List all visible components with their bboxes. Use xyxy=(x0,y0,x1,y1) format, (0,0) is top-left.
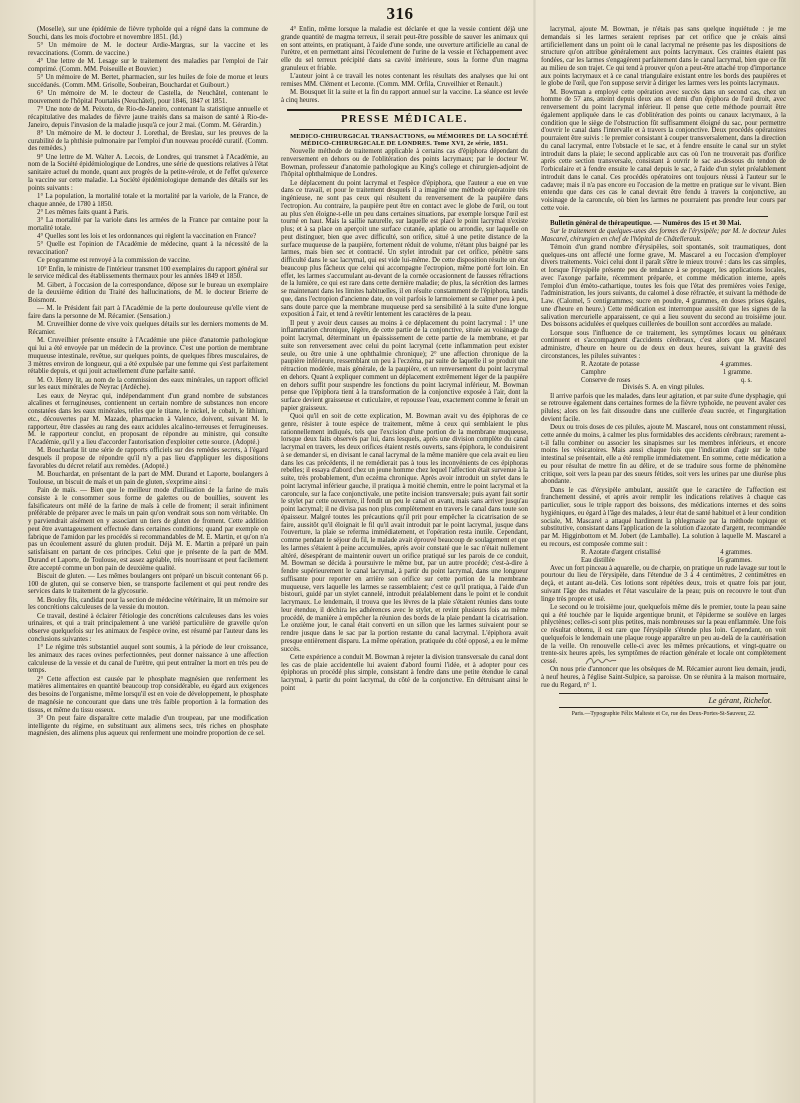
signature: Le gérant, Richelot. xyxy=(708,695,772,705)
ingredient-dose: 16 grammes. xyxy=(716,556,752,564)
ingredient-name: R. Azotate de potasse xyxy=(581,361,640,368)
col1-paragraphs xyxy=(28,26,268,738)
paragraph: 8° Un mémoire de M. le docteur J. Lorethal, de Breslau, sur les preuves de la curabilité de la phthisie pulmonaire par l'emploi d'un nouveau procédé curatif. (Comm. des remèdes.) xyxy=(28,129,268,153)
ingredient-dose: 4 grammes. xyxy=(720,549,752,556)
paragraph: Ce programme est renvoyé à la commission de vaccine. xyxy=(37,257,191,265)
paragraph: Dans le cas d'érysipèle ambulant, aussitôt que le caractère de l'affection est franchement dessiné, et après avoir remplir les indications relatives à chaque cas particulier, sous le triple rapport des boissons, des médications internes et des soins hygiéniques, eu égard à l'âge des malades, à leur état de santé habituel et à leur condition sociale, M. Mascarel a attaqué hardiment la phlegmasie par la méthode topique et substitutive, consistant dans l'application de la solution d'azotate d'argent, recommandée par M. Higginbottom et M. Jobert (de Lamballe). La solution à laquelle M. Mascarel a eu recours, est composée comme suit : xyxy=(541,486,786,548)
paragraph: lacrymal, ajoute M. Bowman, je n'étais pas sans quelque inquiétude : je me demandais si les larmes seraient reprises par cet orifice que je créais ainsi artificiellement dans un point où le canal lacrymal ne présente pas les dispositions de structure qu'on attribue généralement aux points lacrymaux. Ces craintes étaient pas fondées, car les larmes s'engagèrent parfaitement dans le canal lacrymal, bien que ce fût au milieu de son trajet. Ce qui tend à prouver qu'on a peut-être attaché trop d'importance aux points lacrymaux et à ce canal triangulaire existant entre les bords des paupières et le globe de l'œil, que l'on suppose servir à diriger les larmes vers les points lacrymaux. xyxy=(541,26,786,88)
paragraph: 6° Un mémoire de M. le docteur de Castella, de Neuchâtel, contenant le mouvement de l'hôpital Pourtalès (Neuchâtel), pour 1846, 1847 et 1851. xyxy=(28,90,268,105)
paragraph: 5° Un mémoire de M. le docteur Ardie-Margras, sur la vaccine et les revaccinations. (Comm. de vaccine.) xyxy=(28,42,268,57)
page-number: 316 xyxy=(386,4,414,23)
bulletin-subheading: Sur le traitement de quelques-unes des formes de l'érysipèle; par M. le docteur Jules Mascarel, chirurgien en chef de l'hôpital de Châtellerault. xyxy=(541,227,786,243)
col3-mid2-paragraphs xyxy=(541,393,786,549)
paragraph: Lorsque sous l'influence de ce traitement, les symptômes locaux ou généraux continuent et s'accompagnent d'accidents cérébraux, c'est alors que M. Mascarel administre, d'heure en heure ou de deux en deux heures, suivant la gravité des circonstances, les pilules suivantes : xyxy=(541,329,786,360)
formula-line xyxy=(541,549,786,557)
paragraph: 4° Enfin, même lorsque la maladie est déclarée et que la vessie contient déjà une grande quantité de magma terreux, il serait peut-être possible de sauver les animaux qui en sont atteints, en pratiquant, à l'aide d'une sonde, une ouverture artificielle au canal de l'urètre, et en permettant ainsi l'écoulement de l'urine de la vessie et l'échappement avec elle du sel terreux précipité dans sa cavité intérieure, sous la forme d'un magma granuleux et friable. xyxy=(281,26,528,72)
paragraph: Avec un fort pinceau à aquarelle, ou de charpie, on pratique un rude lavage sur tout le pourtour du lieu de l'érysipèle, dans l'étendue de 3 à 4 centimètres, 2 centimètres en deçà, et autant au-delà. Ces lotions sont répétées deux, trois et quatre fois par jour, suivant l'âge des malades et l'état vasculaire de la peau; puis on recouvre le tout d'un linge très propre et usé. xyxy=(541,564,786,603)
paragraph: Pain de maïs. — Bien que le meilleur mode d'utilisation de la farine de maïs consiste à le consommer sous forme de galettes ou de bouillies, souvent les falsificateurs ont mêlé de la farine de maïs à celle de froment; il serait infiniment préférable de préparer avec le maïs un pain qu'on vendrait sous son nom véritable. On y parviendrait aisément en y associant un tiers de gluten de froment. Cette addition peut être avantageusement effectuée dans certaines conditions; quand par exemple on fabrique de l'amidon par les procédés si recommandables de M. E. Martin, et qu'on n'a pas un écoulement assuré du gluten produit. Déjà M. E. Martin a préparé un pain satisfaisant en partant de ces principes. Celui que je présente de la part de MM. Durand et Laporte, de Toulouse, est assez agréable, très nourrissant et peut facilement être accepté comme un bon pain de deuxième qualité. xyxy=(28,487,268,572)
paragraph: M. Bouchardat lit une série de rapports officiels sur des remèdes secrets, à l'égard desquels il propose de répondre qu'il n'y a pas lieu d'appliquer les dispositions favorables du décret relatif aux remèdes. (Adopté.) xyxy=(28,447,268,470)
paragraph: M. O. Henry lit, au nom de la commission des eaux minérales, un rapport officiel sur les eaux minérales de Neyrac (Ardèche). xyxy=(28,376,268,392)
section-divider xyxy=(287,109,522,111)
section-title: PRESSE MÉDICALE. xyxy=(341,113,468,125)
formula-line xyxy=(541,361,786,369)
paragraph: 2° Les mêmes faits quant à Paris. xyxy=(37,208,129,216)
paragraph: 5° Quelle est l'opinion de l'Académie de médecine, quant à la nécessité de la revaccination? xyxy=(28,241,268,256)
col3-mid-paragraphs xyxy=(541,244,786,361)
paragraph: 9° Une lettre de M. Walter A. Lecois, de Londres, qui transmet à l'Académie, au nom de la Société épidémiologique de Londres, une série de questions relatives à l'état sanitaire actuel du monde, quant aux progrès de la petite-vérole, et de l'effet qu'exerce la vaccine sur cette maladie. La Société épidémiologique demande des détails sur les points suivants : xyxy=(28,153,268,192)
bulletin-rule xyxy=(559,216,768,217)
paragraph: 7° Une note de M. Peixoto, de Rio-de-Janeiro, contenant la statistique annuelle et récapitulative des malades de fièvre jaune traités dans sa maison de santé à Rio-de-Janeiro, depuis l'invasion de la maladie jusqu'à ce jour 2 mai. (Comm. M. Gérardin.) xyxy=(28,106,268,129)
paragraph: Témoin d'un grand nombre d'érysipèles, soit spontanés, soit traumatiques, dont quelques-uns ont affecté une forme grave, M. Mascarel a eu l'occasion d'employer divers traitements. Voici celui dont il paraît s'être le mieux trouvé : dans les cas simples, et lorsque l'érysipèle présente peu de tendance à se propager, les applications locales, avec l'axonge parfaite, récemment préparée, et comme médication interne, après l'emploi d'un émèto-cathartique, toutes les fois que l'état des premières voies l'exige, l'administration, les jours suivants, du calomel à dose réfractée, et suivant la méthode de Law. (Calomel, 5 centigrammes; sucre en poudre, 4 grammes, en doses prises égales, une d'heure en heure.) Cette médication est interrompue aussitôt que les signes de la salivation mercurielle apparaissent, ce qui a lieu souvent du second au troisième jour. Des boissons acidulées et quelques cuillerées de bouillon sont accordées au malade. xyxy=(541,243,786,329)
formula-pills-note: Divisés S. A. en vingt pilules. xyxy=(622,384,705,392)
paragraph: Biscuit de gluten. — Les mêmes boulangers ont préparé un biscuit contenant 66 p. 100 de gluten, qui se conserve bien, se transporte facilement et qui peut rendre des services dans le traitement de la glycosurie. xyxy=(28,572,268,596)
paragraph: M. Bouley fils, candidat pour la section de médecine vétérinaire, lit un mémoire sur les concrétions calculeuses de la vessie du mouton. xyxy=(28,596,268,612)
paragraph: 1° La population, la mortalité totale et la mortalité par la variole, de la France, de chaque année, de 1780 à 1850. xyxy=(28,192,268,208)
paragraph: Le déplacement du point lacrymal et l'espèce d'épiphora, que l'auteur a eue en vue dans ce travail, et pour le traitement desquels il a imaginé une méthode opératoire très ingénieuse, ne sont pas ceux qui résultent du renversement de la paupière dans l'ectropion. Au contraire, la paupière peut être en contact avec le globe de l'œil, ou tout au plus s'en éloigne-t-elle un peu dans certaines situations, par exemple lorsque l'œil est tourné en haut. Mais la saillie naturelle, sur laquelle est placé le point lacrymal n'existe plus; et à sa place on aperçoit une surface cutanée, aplatie ou arrondie, sur laquelle on peut distinguer, bien que avec difficulté, son orifice, situé à une petite distance de la surface muqueuse de la paupière, fortement réduit de volume, n'étant plus baigné par les larmes, mais bien sec et contracté. Un stylet introduit par cet orifice, pénètre sans difficulté dans le sac lacrymal, qui est vide lui-même. De cette disposition résulte un état beaucoup plus fâcheux que celui qui accompagne l'ectropion, même porté fort loin. En effet, les larmes s'accumulant au-devant de la cornée occasionnent de fausses réfractions de la lumière, ce qui est rare dans cette dernière maladie; de plus, la sécrétion des larmes se maintenant dans les limites habituelles, il en résulte constamment de l'épiphora, tandis que, dans l'ectropion d'ancienne date, on voit parfois le larmoiement se calmer peu à peu, sans doute parce que la membrane muqueuse perd sa sensibilité à la suite d'une longue exposition à l'air, et tend à revêtir lentement les caractères de la peau. xyxy=(281,179,528,319)
paragraph: M. Bousquet lit la suite et la fin du rapport annuel sur la vaccine. La séance est levée à cinq heures. xyxy=(281,89,528,104)
column-right xyxy=(541,26,786,1074)
ingredient-name: Eau distillée xyxy=(581,556,615,564)
paragraph: Ce travail, destiné à éclairer l'étiologie des concrétions calculeuses dans les voies urinaires, et qui a trait principalement à une variété particulière de gravelle qu'on observe quelquefois sur les animaux de l'espèce ovine, est résumé par l'auteur dans les conclusions suivantes : xyxy=(28,612,268,643)
paragraph: 3° La mortalité par la variole dans les armées de la France par centaine pour la mortalité totale. xyxy=(28,217,268,232)
paragraph: 10° Enfin, le ministre de l'intérieur transmet 100 exemplaires du rapport général sur le service médical des établissements thermaux pour les années 1849 et 1850. xyxy=(28,265,268,281)
paragraph: Les eaux de Neyrac qui, indépendamment d'un grand nombre de substances alcalines et ferrugineuses, contiennent un certain nombre de substances non encore constatées dans les eaux minérales, telles que le titane, le nickel, le cobalt, le lithium, etc., découvertes par M. Mazade, pharmacien à Valence, doivent, suivant M. le rapporteur, être classées au rang des eaux acidules alcalino-terreuses et ferrugineuses. M. le rapporteur conclut, en proposant de répondre au ministre, qui consulte l'Académie, qu'il y a lieu d'accorder l'autorisation d'exploiter cette source. (Adopté.) xyxy=(28,392,268,446)
paragraph: M. Gibert, à l'occasion de la correspondance, dépose sur le bureau un exemplaire de la deuxième édition du Traité des hallucinations, de M. le docteur Brierre de Boismont. xyxy=(28,281,268,304)
paragraph: (Moselle), sur une épidémie de fièvre typhoïde qui a régné dans la commune de Souchi, dans les mois d'octobre et novembre 1851. (Id.) xyxy=(28,26,268,41)
paragraph: 1° Le régime très substantiel auquel sont soumis, à la période de leur croissance, les animaux des races ovines perfectionnées, peut donner naissance à une affection calculeuse de la vessie et du canal de l'urètre, qui peut entraîner la mort en très peu de temps. xyxy=(28,644,268,675)
paragraph: Cette expérience a conduit M. Bowman à rejeter la division transversale du canal dont les cas de plaie accidentelle lui avaient d'abord fourni l'idée, et à adopter pour ces épiphoras un procédé plus simple, consistant à fendre dans une petite étendue le canal lacrymal, à partir du point lacrymal, du côté de la conjonctive. En détruisant ainsi le point xyxy=(281,653,528,692)
imprint: Paris.—Typographie Félix Malteste et Ce, rue des Deux-Portes-St-Sauveur, 22. xyxy=(571,711,756,718)
handwritten-pencil-note xyxy=(584,654,618,668)
formula-line xyxy=(541,557,786,565)
col3-bottom-paragraphs xyxy=(541,565,786,690)
paragraph: Nouvelle méthode de traitement applicable à certains cas d'épiphora dépendant du renversement en dehors ou de l'oblitération des points lacrymaux; par le docteur W. Bowman, professeur d'anatomie pathologique au King's college et chirurgien-adjoint de l'hôpital ophthalmique de Londres. xyxy=(281,148,528,179)
paragraph: Le second ou le troisième jour, quelquefois même dès le premier, toute la peau saine qui a été touchée par le liquide argentique brunit, et l'épiderme se soulève en larges phlyctènes; celles-ci sont plus petites, mais nombreuses sur la peau enflammée. Une fois ce résultat obtenu, il est rare que l'érysipèle s'étende plus loin. Cependant, on voit quelquefois le lendemain une plaque rouge apparaître un peu au-delà de la cautérisation de la veille. On renouvelle celle-ci avec les mêmes précautions, et vingt-quatre ou trente-six heures après, les symptômes de réaction générale et locale ont complètement cessé. xyxy=(541,603,786,665)
ingredient-name: Camphre xyxy=(581,368,606,376)
column-left xyxy=(28,26,268,1074)
paragraph: 5° Un mémoire de M. Bertet, pharmacien, sur les huiles de foie de morue et leurs succédanés. (Comm. MM. Grisolle, Soubeiran, Bouchardat et Guibourt.) xyxy=(28,74,268,89)
page-fold-shadow xyxy=(533,0,536,1103)
formula-pills xyxy=(541,361,786,384)
bulletin-heading: Bulletin général de thérapeutique. — Numéros des 15 et 30 Mai. xyxy=(550,218,742,227)
ingredient-name: Conserve de roses xyxy=(581,376,631,384)
paragraph: Il peut y avoir deux causes au moins à ce déplacement du point lacrymal : 1° une inflammation chronique, légère, de cette partie de la conjonctive, située au voisinage du point lacrymal, déterminant un épaississement de cette partie de la membrane, et par suite son renversement avec celui du point lacrymal (cette inflammation peut exister seule, ou être unie à une ophthalmie chronique); 2° une affection chronique de la paupière inférieure, ressemblant un peu à l'eczéma, par suite de laquelle il se produit une rétraction modérée, mais générale, de la paupière, et un renversement du point lacrymal en dehors. Quant à expliquer comment un déplacement extrêmement léger de la paupière en dehors suffit pour suspendre les fonctions du point lacrymal inférieur, M. Bowman pense que l'épiphora tient à la transformation de la conjonctive exposée à l'air, dont la surface devient graisseuse et cuticulaire, et repousse l'eau, exactement comme le ferait un papier graisseux. xyxy=(281,319,528,412)
formula-line xyxy=(541,377,786,385)
paragraph: M. Bowman a employé cette opération avec succès dans un second cas, chez un homme de 57 ans, atteint depuis deux ans et demi d'un épiphora de l'œil droit, avec renversement du point lacrymal inférieur. Il pense que cette méthode pourrait être également appliquée dans le cas d'oblitération des points ou canaux lacrymaux, à la condition que le siège de l'obstruction fût suffisamment éloigné du sac, pour permettre d'ouvrir le canal dans l'intervalle et à travers la conjonctive. Deux procédés opératoires pourraient être suivis : le premier consistant à couper transversalement, dans la direction du canal lacrymal, entre l'obstacle et le sac, et à fendre ensuite le canal sur un stylet introduit dans la plaie; le second applicable aux cas où l'on ne trouverait pas d'orifice après cette section transversale, consistant à ouvrir le sac au-dessous du tendon de l'orbiculaire et à fendre ensuite le canal depuis le sac, à l'aide d'un stylet préalablement introduit dans le canal. Ces procédés opératoires ont toujours réussi à l'auteur sur le cadavre; mais il n'a pas encore eu l'occasion de la mettre en pratique sur le vivant. Bien entendu que dans ces cas le canal devrait être fendu à travers la conjonctive, au voisinage de la caroncule, où bien les larmes ne pourraient pas prendre leur cours par cette voie. xyxy=(541,88,786,212)
paragraph: 3° On peut faire disparaître cette maladie d'un troupeau, par une modification intelligente du régime, en substituant aux alimens secs, très riches en phosphate magnésien, des alimens plus aqueux qui renferment une moindre proportion de ce sel. xyxy=(28,714,268,738)
ingredient-dose: 1 gramme. xyxy=(722,368,752,376)
paragraph: 4° Quelles sont les lois et les ordonnances qui règlent la vaccination en France? xyxy=(37,233,257,240)
paragraph: L'auteur joint à ce travail les notes contenant les résultats des analyses que lui ont remises MM. Clément et Leconte. (Comm. MM. Orfila, Cruveilhier et Renault.) xyxy=(281,73,528,88)
paragraph: Deux ou trois doses de ces pilules, ajoute M. Mascarel, nous ont constamment réussi, cette année du moins, à calmer les plus formidables des accidents cérébraux; rarement a-t-il fallu combiner ou associer les sinapismes sur les membres inférieurs, et encore moins les vésicatoires. Mais aussi chaque fois que l'indication d'agir sur le tube intestinal se présentait, elle a été remplie immédiatement. En somme, cette médication a eu pour résultat de mettre fin au délire, et de se traduire sous forme de phénomène critique, soit vers la peau par des sueurs fétides, soit vers les urines par une diurèse plus abondante. xyxy=(541,424,786,486)
paragraph: — M. le Président fait part à l'Académie de la perte douloureuse qu'elle vient de faire dans la personne de M. Récamier. (Sensation.) xyxy=(28,305,268,320)
paragraph: 2° Cette affection est causée par le phosphate magnésien que renferment les matières alimentaires en quantité beaucoup trop considérable, eu égard aux exigences des besoins de l'organisme, même lorsqu'il est en voie de développement, le phosphate de magnésie ne concourant que dans une très faible proportion à la formation des tissus, et même du tissu osseux. xyxy=(28,675,268,714)
article-heading: MEDICO-CHIRURGICAL TRANSACTIONS, ou MÉMOIRES DE LA SOCIÉTÉ MÉDICO-CHIRURGICALE DE LONDRES. Tome XVI, 2e série, 1851. xyxy=(290,132,528,147)
paragraph: M. Bouchardat, en présentant de la part de MM. Durand et Laporte, boulangers à Toulouse, un biscuit de maïs et un pain de gluten, s'exprime ainsi : xyxy=(28,471,268,486)
paragraph: Quoi qu'il en soit de cette explication, M. Bowman avait vu des épiphoras de ce genre, résister à toute espèce de traitement, même à ceux qui semblaient le plus rationnellement indiqués, tels que l'excision d'une portion de la membrane muqueuse, lorsque deux faits observés par lui, dans lesquels, après une division complète du canal lacrymal en travers, les deux orifices étaient restés ouverts, sans épiphora, le conduisirent à se demander si, en divisant le canal lacrymal de la même manière que cela avait eu lieu dans les cas précédents, il ne remédierait pas à tous les inconvénients de ces épiphoras rebelles; il essaya d'abord chez un jeune homme chez lequel l'affection était survenue à la suite, très probablement, d'un eczéma chronique. Après avoir introduit un stylet dans le point lacrymal inférieur gauche, il pratiqua à moitié chemin, entre le point lacrymal et la caroncule, sur la face conjonctivale, une petite incision transversale; puis ayant fait sortir le stylet par cette ouverture, il fendit un peu le canal en avant, mais sans arriver jusqu'au point lacrymal; il ne divisa pas non plus complètement en travers le canal dans toute son épaisseur. Malgré toutes les précautions qu'il prit pour empêcher la cicatrisation de se faire, aussitôt qu'il éloignait le fil qu'il avait introduit par le point lacrymal, jusque dans l'ouverture, la plaie se referma immédiatement, et l'opération resta inutile. Cependant, comme pendant le séjour du fil, le malade avait éprouvé beaucoup de soulagement et que les larmes s'étaient à peine accumulées, après avoir constaté que le sac n'était nullement altéré, désespérant de maintenir ouvert un orifice pratiqué sur les parois de ce conduit, M. Bowman se décida à poursuivre le même but, par un autre procédé; c'est-à-dire à fendre supérieurement le canal lacrymal, à partir du point lacrymal, dans une longueur suffisante pour reporter en arrière son orifice sur cette portion de la membrane muqueuse, vers laquelle les larmes se rassemblaient; c'est ce qu'il pratiqua, à l'aide d'un bistouri, guidé par un stylet cannelé, introduit préalablement dans le point et le conduit lacrymaux. Le lendemain, il trouva que les lèvres de la plaie s'étaient réunies dans toute leur étendue, il déchira les adhérences avec le stylet, et revint plusieurs fois au même procédé, de manière à empêcher la réunion des bords de la plaie pendant la cicatrisation. Le onzième jour, le canal était converti en un sillon que les larmes suivaient pour se rendre jusque dans le sac par la portion restante du canal lacrymal. L'épiphora avait presque entièrement disparu. La même opération, pratiquée du côté opposé, a eu le même succès. xyxy=(281,413,528,653)
paragraph: On nous prie d'annoncer que les obsèques de M. Récamier auront lieu demain, jeudi, à neuf heures, à l'église Saint-Sulpice, sa paroisse. On se réunira à la maison mortuaire, rue du Regard, n° 1. xyxy=(541,666,786,689)
paragraph: 4° Une lettre de M. Lesage sur le traitement des maladies par l'emploi de l'air comprimé. (Comm. MM. Poiseuille et Bouvier.) xyxy=(28,58,268,73)
paragraph: M. Cruveilhier donne de vive voix quelques détails sur les derniers moments de M. Récamier. xyxy=(28,321,268,336)
paragraph: Il arrive parfois que les malades, dans leur agitation, et par suite d'une dysphagie, qui se retrouve également dans certaines formes de la fièvre typhoïde, ne peuvent avaler ces pilules; alors on les fait dissoudre dans une cuillerée d'eau sucrée, et l'ingurgitation devient facile. xyxy=(541,392,786,423)
ingredient-dose: q. s. xyxy=(740,376,752,384)
col2-body-paragraphs xyxy=(281,148,528,693)
column-middle xyxy=(281,26,528,1074)
ingredient-name: R. Azotate d'argent cristallisé xyxy=(581,549,661,556)
ingredient-dose: 4 grammes. xyxy=(720,361,752,368)
col3-top-paragraphs xyxy=(541,26,786,213)
imprint-rule xyxy=(559,707,768,708)
formula-line xyxy=(541,369,786,377)
closing-rule xyxy=(559,693,768,694)
col2-top-paragraphs xyxy=(281,26,528,105)
title-rule xyxy=(299,129,510,130)
paragraph: M. Cruveilhier présente ensuite à l'Académie une pièce d'anatomie pathologique qui lui a été envoyée par un médecin de la province. C'est une portion de membrane muqueuse intestinale, revêtue, sur quelques points, de quelques fibres musculaires, de 3 mètres environ de longueur, qui a été expulsée par une femme qui s'est parfaitement rétablie depuis, et qui jouit actuellement d'une parfaite santé. xyxy=(28,337,268,376)
formula-silver-solution xyxy=(541,549,786,565)
